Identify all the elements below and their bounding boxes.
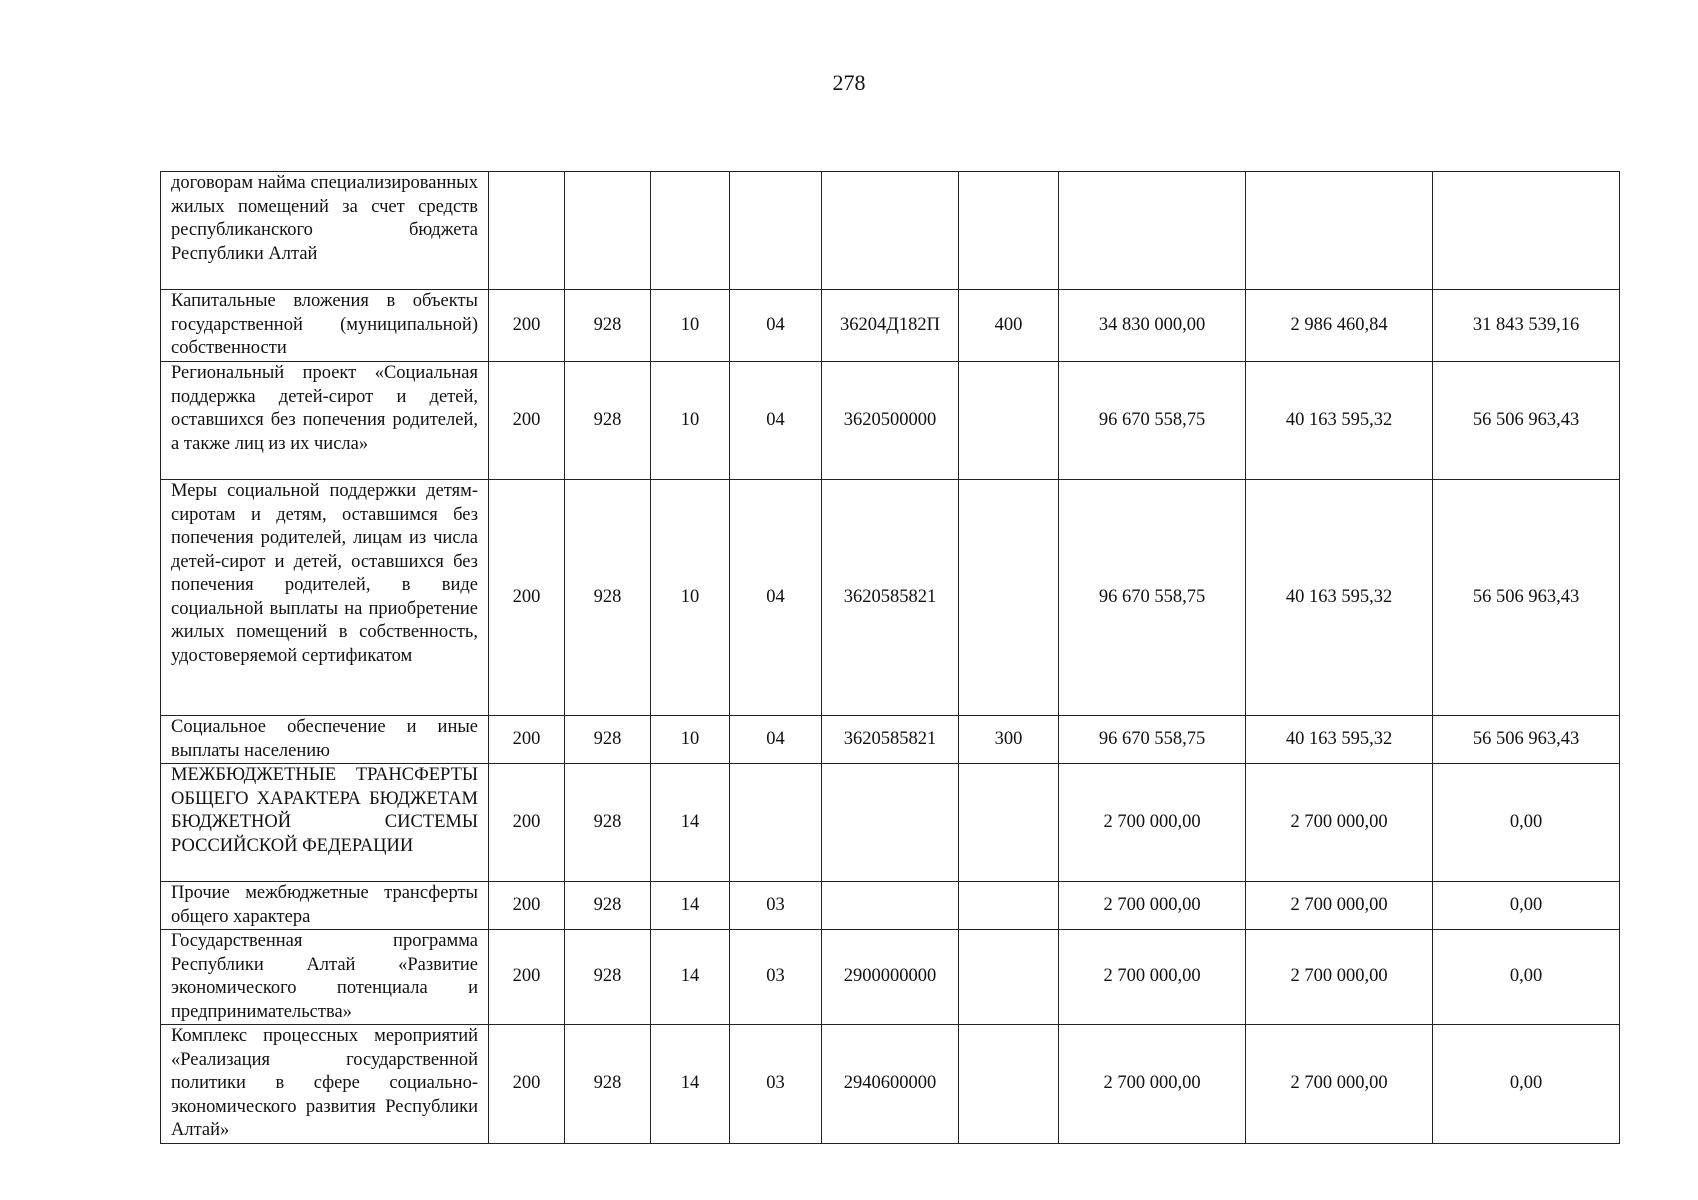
table-row (161, 1025, 1620, 1144)
cell-c7: 96 670 558,75 (1059, 362, 1246, 480)
cell-c4: 04 (730, 480, 822, 716)
cell-c1 (489, 172, 565, 290)
table-row (161, 290, 1620, 362)
cell-c3 (651, 172, 730, 290)
cell-c2: 928 (565, 480, 651, 716)
cell-c4: 03 (730, 930, 822, 1025)
table-row (161, 882, 1620, 930)
cell-c7: 96 670 558,75 (1059, 716, 1246, 764)
budget-table (160, 171, 1620, 1144)
cell-c8: 2 700 000,00 (1246, 930, 1433, 1025)
cell-c8: 2 700 000,00 (1246, 1025, 1433, 1144)
cell-c3: 10 (651, 716, 730, 764)
cell-c2: 928 (565, 764, 651, 882)
cell-c9: 31 843 539,16 (1433, 290, 1620, 362)
row-name: Региональный проект «Социальная поддержка детей-сирот и детей, оставшихся без попечения родителей, а также лиц из их числа» (161, 362, 489, 480)
cell-c4: 04 (730, 716, 822, 764)
cell-c5: 2940600000 (822, 1025, 959, 1144)
cell-c3: 10 (651, 362, 730, 480)
cell-c8 (1246, 172, 1433, 290)
cell-c9: 56 506 963,43 (1433, 362, 1620, 480)
cell-c5: 2900000000 (822, 930, 959, 1025)
row-name: Социальное обеспечение и иные выплаты населению (161, 716, 489, 764)
cell-c9: 0,00 (1433, 930, 1620, 1025)
cell-c7: 34 830 000,00 (1059, 290, 1246, 362)
cell-c5 (822, 172, 959, 290)
cell-c2: 928 (565, 930, 651, 1025)
cell-c9: 0,00 (1433, 764, 1620, 882)
cell-c1: 200 (489, 1025, 565, 1144)
row-name: Государственная программа Республики Алтай «Развитие экономического потенциала и предпринимательства» (161, 930, 489, 1025)
table-row (161, 172, 1620, 290)
cell-c6 (959, 764, 1059, 882)
cell-c4 (730, 764, 822, 882)
table-row (161, 362, 1620, 480)
table-row (161, 716, 1620, 764)
cell-c5: 3620585821 (822, 480, 959, 716)
cell-c8: 2 700 000,00 (1246, 882, 1433, 930)
cell-c9: 0,00 (1433, 882, 1620, 930)
cell-c5 (822, 764, 959, 882)
cell-c5: 3620500000 (822, 362, 959, 480)
cell-c8: 40 163 595,32 (1246, 362, 1433, 480)
cell-c9: 56 506 963,43 (1433, 480, 1620, 716)
row-name: Меры социальной поддержки детям-сиротам и детям, оставшимся без попечения родителей, лицам из числа детей-сирот и детей, оставшихся без попечения родителей, в виде социальной выплаты на приобретение жилых помещений в собственность, удостоверяемой сертификатом (161, 480, 489, 716)
cell-c3: 10 (651, 290, 730, 362)
row-name: МЕЖБЮДЖЕТНЫЕ ТРАНСФЕРТЫ ОБЩЕГО ХАРАКТЕРА БЮДЖЕТАМ БЮДЖЕТНОЙ СИСТЕМЫ РОССИЙСКОЙ ФЕДЕРАЦИИ (161, 764, 489, 882)
table-row (161, 764, 1620, 882)
cell-c7: 96 670 558,75 (1059, 480, 1246, 716)
cell-c5 (822, 882, 959, 930)
cell-c1: 200 (489, 882, 565, 930)
cell-c3: 14 (651, 1025, 730, 1144)
cell-c6: 300 (959, 716, 1059, 764)
page-number: 278 (832, 70, 866, 95)
cell-c7: 2 700 000,00 (1059, 882, 1246, 930)
cell-c6 (959, 930, 1059, 1025)
cell-c9 (1433, 172, 1620, 290)
cell-c7: 2 700 000,00 (1059, 930, 1246, 1025)
cell-c6 (959, 480, 1059, 716)
cell-c4: 03 (730, 1025, 822, 1144)
cell-c6 (959, 172, 1059, 290)
cell-c4: 04 (730, 362, 822, 480)
cell-c8: 40 163 595,32 (1246, 716, 1433, 764)
cell-c6 (959, 1025, 1059, 1144)
cell-c3: 14 (651, 764, 730, 882)
cell-c1: 200 (489, 764, 565, 882)
cell-c8: 2 986 460,84 (1246, 290, 1433, 362)
cell-c3: 14 (651, 882, 730, 930)
cell-c1: 200 (489, 480, 565, 716)
cell-c9: 0,00 (1433, 1025, 1620, 1144)
cell-c6 (959, 882, 1059, 930)
cell-c2: 928 (565, 362, 651, 480)
cell-c8: 40 163 595,32 (1246, 480, 1433, 716)
row-name: Комплекс процессных мероприятий «Реализация государственной политики в сфере социально-экономического развития Республики Алтай» (161, 1025, 489, 1144)
cell-c2: 928 (565, 1025, 651, 1144)
cell-c5: 36204Д182П (822, 290, 959, 362)
cell-c3: 10 (651, 480, 730, 716)
cell-c7: 2 700 000,00 (1059, 1025, 1246, 1144)
cell-c5: 3620585821 (822, 716, 959, 764)
row-name: договорам найма специализированных жилых помещений за счет средств республиканского бюджета Республики Алтай (161, 172, 489, 290)
cell-c2 (565, 172, 651, 290)
cell-c1: 200 (489, 362, 565, 480)
cell-c1: 200 (489, 290, 565, 362)
cell-c4: 04 (730, 290, 822, 362)
cell-c3: 14 (651, 930, 730, 1025)
cell-c2: 928 (565, 882, 651, 930)
cell-c2: 928 (565, 290, 651, 362)
cell-c7 (1059, 172, 1246, 290)
cell-c4: 03 (730, 882, 822, 930)
cell-c9: 56 506 963,43 (1433, 716, 1620, 764)
cell-c4 (730, 172, 822, 290)
cell-c8: 2 700 000,00 (1246, 764, 1433, 882)
row-name: Прочие межбюджетные трансферты общего характера (161, 882, 489, 930)
cell-c6: 400 (959, 290, 1059, 362)
cell-c7: 2 700 000,00 (1059, 764, 1246, 882)
cell-c2: 928 (565, 716, 651, 764)
cell-c1: 200 (489, 930, 565, 1025)
row-name: Капитальные вложения в объекты государственной (муниципальной) собственности (161, 290, 489, 362)
cell-c6 (959, 362, 1059, 480)
table-row (161, 930, 1620, 1025)
table-row (161, 480, 1620, 716)
cell-c1: 200 (489, 716, 565, 764)
